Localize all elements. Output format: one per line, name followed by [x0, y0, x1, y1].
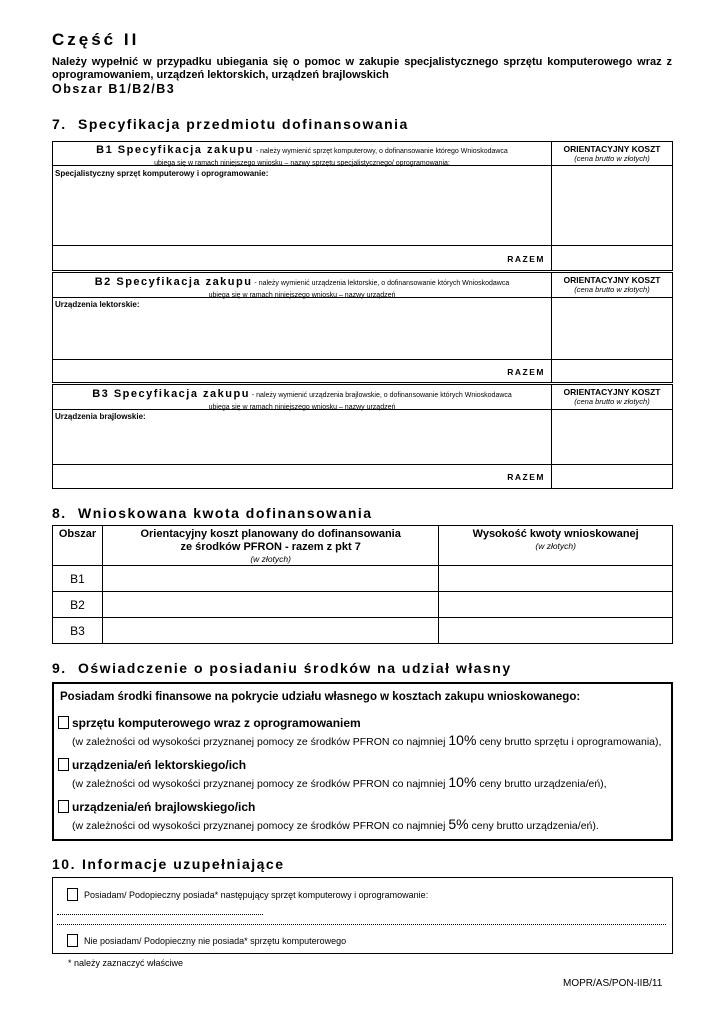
own-funds-braille-label: urządzenia/eń brajlowskiego/ich	[72, 800, 256, 814]
own-funds-option-reader	[58, 756, 607, 790]
section-number: 8.	[52, 505, 67, 521]
cost-input-b1[interactable]	[102, 566, 438, 592]
spec-b1-input-area[interactable]	[53, 180, 551, 244]
col-header-requested	[439, 526, 673, 566]
spec-b3-field-label: Urządzenia brajlowskie:	[55, 412, 146, 421]
spec-b1-cost-header: ORIENTACYJNY KOSZT	[563, 144, 661, 154]
section-title: Informacje uzupełniające	[82, 856, 285, 872]
note-text: (w zależności od wysokości przyznanej pomocy ze środków PFRON co najmniej	[72, 736, 449, 748]
note-text: ceny brutto urządzenia/eń).	[468, 820, 599, 832]
note-text: (w zależności od wysokości przyznanej pomocy ze środków PFRON co najmniej	[72, 820, 449, 832]
note-text: ceny brutto sprzętu i oprogramowania),	[476, 736, 662, 748]
own-funds-computer-label: sprzętu komputerowego wraz z oprogramowaniem	[72, 716, 361, 730]
spec-b1-field-label: Specjalistyczny sprzęt komputerowy i oprogramowanie:	[55, 169, 269, 178]
own-funds-option-computer	[58, 714, 662, 748]
table-row	[53, 618, 673, 644]
spec-b1-cost-input[interactable]	[552, 166, 672, 245]
section-title: Specyfikacja przedmiotu dofinansowania	[78, 116, 409, 132]
percent-value: 10%	[448, 732, 477, 748]
no-equipment-label: Nie posiadam/ Podopieczny nie posiada* sprzętu komputerowego	[84, 936, 347, 946]
requested-input-b3[interactable]	[439, 618, 673, 644]
spec-b2-title: B2 Specyfikacja zakupu	[94, 276, 253, 288]
spec-b2-cost-input[interactable]	[552, 298, 672, 359]
additional-info-option-has-not	[67, 934, 346, 947]
row-label-b3: B3	[53, 618, 103, 644]
spec-b3-cost-input[interactable]	[552, 410, 672, 464]
spec-b2-note: - należy wymienić urządzenia lektorskie, o dofinansowanie których Wnioskodawca	[252, 280, 510, 287]
has-equipment-label: Posiadam/ Podopieczny posiada* następujący sprzęt komputerowy i oprogramowanie:	[84, 890, 429, 900]
spec-b3-cost-header: ORIENTACYJNY KOSZT	[563, 387, 661, 397]
section-title: Wnioskowana kwota dofinansowania	[78, 505, 373, 521]
spec-b1-note: - należy wymienić sprzęt komputerowy, o dofinansowanie którego Wnioskodawca	[253, 148, 508, 155]
spec-b2-field-label: Urządzenia lektorskie:	[55, 300, 140, 309]
section-8-heading	[52, 505, 373, 521]
spec-b1-title: B1 Specyfikacja zakupu	[96, 144, 254, 156]
equipment-description-input[interactable]	[57, 902, 666, 926]
percent-value: 10%	[448, 774, 477, 790]
col-header-requested-sub: (w złotych)	[535, 541, 576, 551]
cost-input-b3[interactable]	[102, 618, 438, 644]
col-header-cost-line1: Orientacyjny koszt planowany do dofinansowania	[140, 528, 401, 540]
section-number: 10.	[52, 856, 76, 872]
amount-table	[52, 525, 673, 644]
col-header-cost-line2: ze środków PFRON - razem z pkt 7	[180, 541, 361, 553]
spec-b2-cost-sub: (cena brutto w złotych)	[574, 285, 650, 294]
row-label-b1: B1	[53, 566, 103, 592]
additional-info-box	[52, 877, 673, 954]
spec-b2-note-line2: ubiega się w ramach niniejszego wniosku – nazwy urządzeń	[208, 292, 396, 299]
spec-b1-total-label: RAZEM	[507, 254, 545, 264]
requested-input-b2[interactable]	[439, 592, 673, 618]
own-funds-reader-note	[72, 774, 607, 790]
cost-input-b2[interactable]	[102, 592, 438, 618]
own-funds-box	[52, 682, 673, 841]
section-9-heading	[52, 660, 512, 676]
spec-b3-cost-sub: (cena brutto w złotych)	[574, 397, 650, 406]
section-title: Oświadczenie o posiadaniu środków na udział własny	[78, 660, 512, 676]
spec-b3-title: B3 Specyfikacja zakupu	[92, 388, 250, 400]
form-code: MOPR/AS/PON-IIB/11	[563, 978, 663, 989]
no-equipment-checkbox[interactable]	[67, 934, 78, 947]
table-row	[53, 592, 673, 618]
spec-b3-input-area[interactable]	[53, 423, 551, 464]
own-funds-option-braille	[58, 798, 599, 832]
spec-b1-note-line2: ubiega się w ramach niniejszego wniosku – nazwy sprzętu specjalistycznego/ oprogramowania:	[154, 160, 450, 167]
note-text: (w zależności od wysokości przyznanej pomocy ze środków PFRON co najmniej	[72, 778, 449, 790]
col-header-requested-label: Wysokość kwoty wnioskowanej	[472, 528, 639, 540]
percent-value: 5%	[448, 816, 469, 832]
part-intro: Należy wypełnić w przypadku ubiegania się o pomoc w zakupie specjalistycznego sprzętu komputerowego wraz z oprogramowaniem, urządzeń lektorskich, urządzeń brajlowskich	[52, 56, 672, 81]
own-funds-reader-checkbox[interactable]	[58, 758, 69, 771]
spec-b2-cost-header: ORIENTACYJNY KOSZT	[563, 275, 661, 285]
part-title: Część II	[52, 30, 140, 49]
table-row	[53, 566, 673, 592]
note-text: ceny brutto urządzenia/eń),	[476, 778, 607, 790]
row-label-b2: B2	[53, 592, 103, 618]
own-funds-computer-checkbox[interactable]	[58, 716, 69, 729]
section-10-heading	[52, 856, 285, 872]
area-label: Obszar B1/B2/B3	[52, 82, 176, 96]
spec-b2-total-label: RAZEM	[507, 367, 545, 377]
section-number: 7.	[52, 116, 67, 132]
section-7-heading	[52, 116, 409, 132]
col-header-cost	[102, 526, 438, 566]
spec-table-b3	[52, 384, 673, 489]
col-header-area: Obszar	[53, 526, 103, 566]
section-number: 9.	[52, 660, 67, 676]
own-funds-reader-label: urządzenia/eń lektorskiego/ich	[72, 758, 247, 772]
spec-b3-note: - należy wymienić urządzenia brajlowskie, o dofinansowanie których Wnioskodawca	[249, 392, 512, 399]
spec-b1-cost-sub: (cena brutto w złotych)	[574, 154, 650, 163]
has-equipment-checkbox[interactable]	[67, 888, 78, 901]
spec-table-b2	[52, 272, 673, 383]
requested-input-b1[interactable]	[439, 566, 673, 592]
spec-b1-total-input[interactable]	[552, 246, 672, 270]
spec-b2-total-input[interactable]	[552, 360, 672, 382]
spec-table-b1	[52, 141, 673, 271]
col-header-cost-sub: (w złotych)	[250, 554, 291, 564]
additional-info-option-has	[67, 888, 428, 901]
spec-b2-input-area[interactable]	[53, 311, 551, 358]
own-funds-computer-note	[72, 732, 661, 748]
own-funds-lead: Posiadam środki finansowe na pokrycie udziału własnego w kosztach zakupu wnioskowanego:	[60, 691, 581, 703]
own-funds-braille-note	[72, 816, 599, 832]
own-funds-braille-checkbox[interactable]	[58, 800, 69, 813]
spec-b3-note-line2: ubiega się w ramach niniejszego wniosku – nazwy urządzeń	[208, 404, 396, 411]
footnote: * należy zaznaczyć właściwe	[68, 958, 184, 968]
spec-b3-total-input[interactable]	[552, 465, 672, 488]
spec-b3-total-label: RAZEM	[507, 472, 545, 482]
